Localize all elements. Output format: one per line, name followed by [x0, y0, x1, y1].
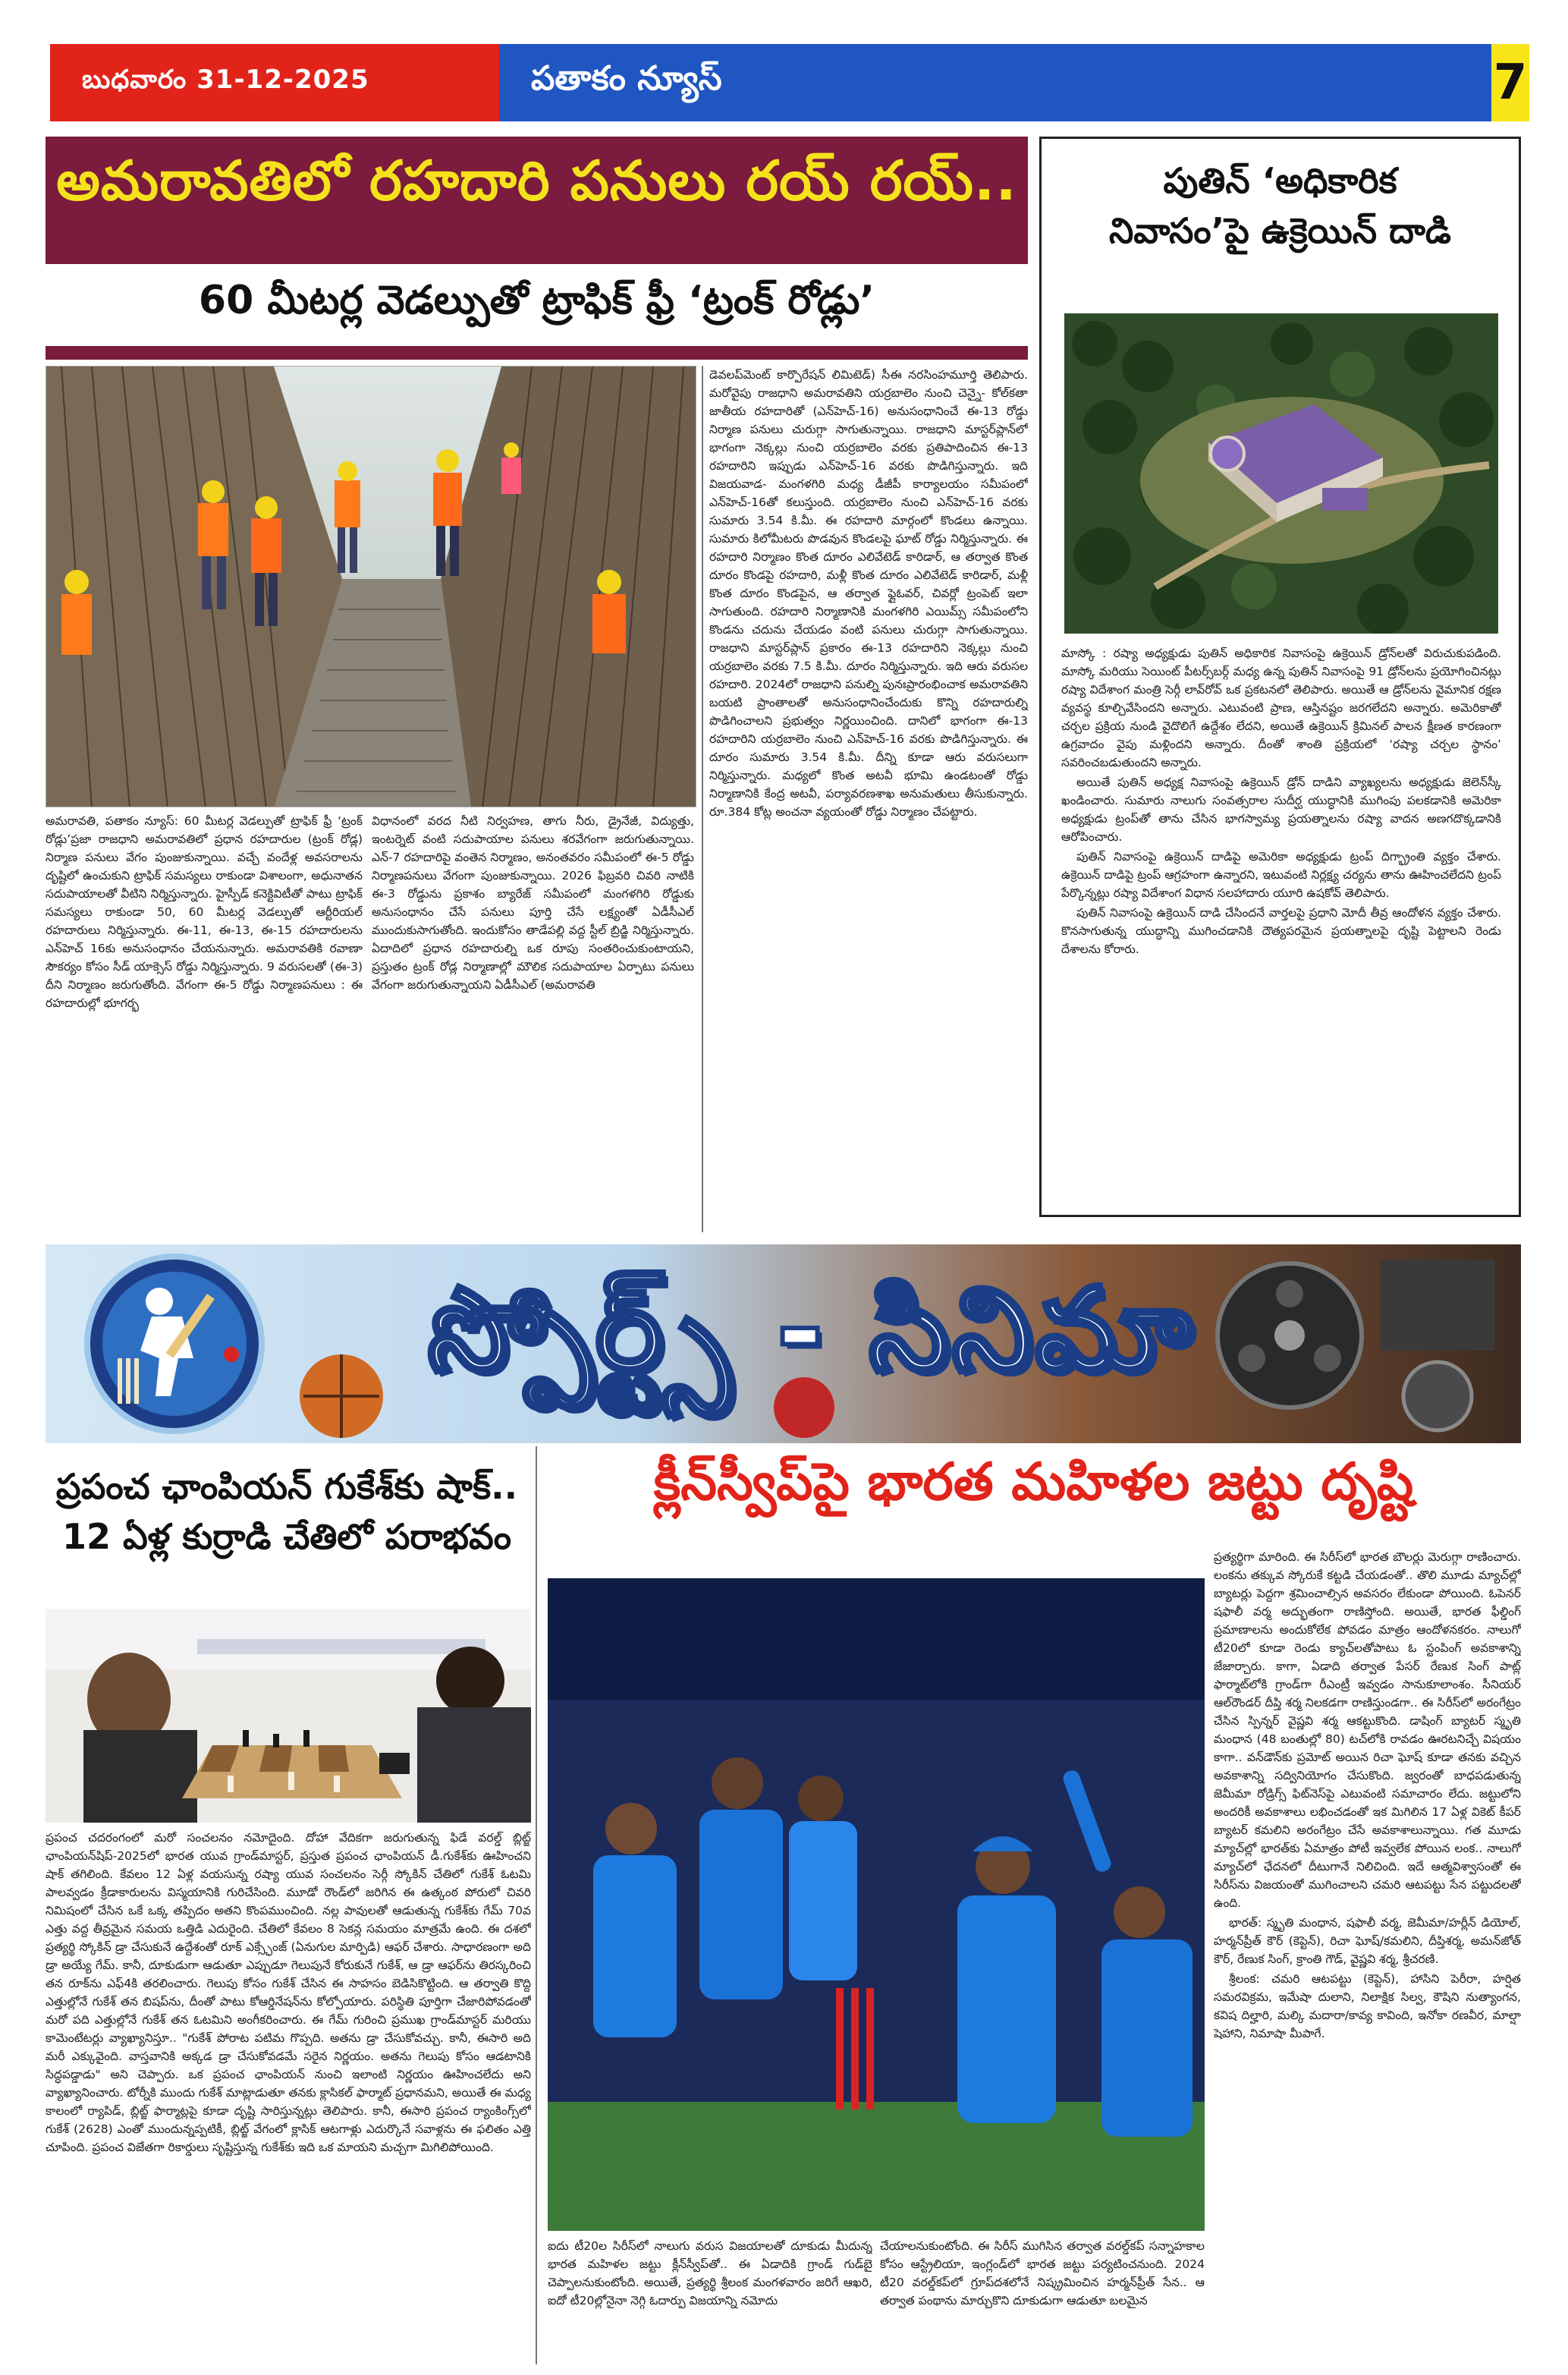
gukesh-headline-line1: ప్రపంచ ఛాంపియన్ గుకేశ్‌కు షాక్.. [55, 1466, 518, 1507]
putin-residence-photo [1064, 313, 1498, 634]
putin-para-4: పుతిన్ నివాసంపై ఉక్రెయిన్ దాడి చేసిందనే వార్తలపై ప్రధాని మోదీ తీవ్ర ఆందోళన వ్యక్తం చేశారు. కొనసాగుతున్న యుద్ధాన్ని ముగించడానికి దౌత్యపరమైన ప్రయత్నాలపై దృష్టి పెట్టాలని రెండు దేశాలను కోరారు. [1061, 906, 1501, 956]
banner-title: స్పోర్ట్స్ - సినిమా [428, 1263, 1196, 1396]
women-cricket-headline: క్లీన్‌స్వీప్‌పై భారత మహిళల జట్టు దృష్టి [653, 1452, 1414, 1512]
gukesh-story-text [46, 1829, 531, 2364]
putin-headline-line2: నివాసం’పై ఉక్రెయిన్ దాడి [1109, 210, 1451, 251]
women-story-right [1214, 1548, 1521, 2364]
chess-match-photo [46, 1609, 531, 1823]
women-text-lower-mid: చేయాలనుకుంటోంది. ఈ సిరీస్ ముగిసిన తర్వాత వరల్డ్‌కప్ సన్నాహకాల కోసం ఆస్ట్రేలియా, ఇంగ్లండ్‌లో భారత జట్టు పర్యటించనుంది. 2024 టీ20 వరల్డ్‌కప్‌లో గ్రూప్‌దశలోనే నిష్క్రమించిన హర్మన్‌ప్రీత్ సేన.. ఆ తర్వాత పంథాను మార్చుకొని దూకుడుగా ఆడుతూ బలమైన [880, 2239, 1205, 2307]
main-story-col3 [709, 366, 1028, 1231]
putin-headline [1042, 156, 1519, 256]
women-text-right: ప్రత్యర్థిగా మారింది. ఈ సిరీస్‌లో భారత బౌలర్లు మెరుగ్గా రాణించారు. లంకను తక్కువ స్కోరుకే కట్టడి చేయడంతో.. తొలి మూడు మ్యాచ్‌ల్లో బ్యాటర్లు పెద్దగా శ్రమించాల్సిన అవసరం లేకుండా పోయింది. ఓపెనర్ షఫాలీ వర్మ అద్భుతంగా రాణిస్తోంది. అయితే, భారత ఫీల్డింగ్ ప్రమాణాలను అందుకోలేక పోవడం మాత్రం ఆందోళనకరం. నాలుగో టీ20లో కూడా రెండు క్యాచ్‌లతోపాటు ఓ స్టంపింగ్ అవకాశాన్ని జేజార్చారు. కాగా, ఏడాది తర్వాత పేసర్ రేణుక సింగ్ పాట్ల్ ఫార్మాట్‌లోకి గ్రాండ్‌గా రీఎంట్రీ ఇవ్వడం సానుకూలాంశం. సీనియర్ ఆల్‌రౌండర్ దీప్తి శర్మ నిలకడగా రాణిస్తుండగా.. ఈ సిరీస్‌లో అరంగేట్రం చేసిన స్పిన్నర్ వైష్ణవి శర్మ ఆకట్టుకొంది. డాషింగ్ బ్యాటర్ స్మృతి మంధాన (48 బంతుల్లో 80) టచ్‌లోకి రావడం ఊరటనిచ్చే విషయం కాగా.. వన్‌డౌన్‌కు ప్రమోట్ అయిన రిచా ఘోష్ కూడా తనకు వచ్చిన అవకాశాన్ని సద్వినియోగం చేసుకొంది. జ్వరంతో బాధపడుతున్న జెమీమా రోడ్రిగ్స్ ఫిట్‌నెస్‌పై ఎటువంటి సమాచారం లేదు. జట్టులోని అందరికీ అవకాశాలు లభించడంతో ఇక మిగిలిన 17 ఏళ్ల వికెట్ కీపర్ బ్యాటర్ కమలిని అరంగేట్రం చేసే అవకాశాలున్నాయి. గత మూడు మ్యాచ్‌ల్లో భారత్‌కు ఏమాత్రం పోటీ ఇవ్వలేక పోయిన లంక.. నాలుగో మ్యాచ్‌లో ఛేదనలో దీటుగానే నిలిచింది. ఇదే ఆత్మవిశ్వాసంతో ఈ సిరీస్‌ను విజయంతో ముగించాలని చమరి ఆటపట్టు సేన పట్టుదలతో ఉంది. [1214, 1550, 1521, 1910]
women-text-lower-left: ఐదు టీ20ల సిరీస్‌లో నాలుగు వరుస విజయాలతో దూకుడు మీదున్న భారత మహిళల జట్టు క్లీన్‌స్వీప్‌తో.. ఈ ఏడాదికి గ్రాండ్ గుడ్‌బై చెప్పాలనుకుంటోంది. అయితే, ప్రత్యర్థి శ్రీలంక మంగళవారం జరిగే ఆఖరి, ఐదో టీ20ల్లోనైనా నెగ్గి ఓదార్పు విజయాన్ని నమోదు [548, 2239, 872, 2307]
putin-story-text [1061, 644, 1501, 1206]
main-headline: అమరావతిలో రహదారి పనులు రయ్ రయ్.. [56, 149, 1017, 212]
putin-para-2: అయితే పుతిన్ అధ్యక్ష నివాసంపై ఉక్రెయిన్ డ్రోన్ దాడిని వ్యాఖ్యలను అధ్యక్షుడు జెలెన్‌స్కీ ఖండించారు. సుమారు నాలుగు సంవత్సరాల సుదీర్ఘ యుద్ధానికి ముగింపు పలకడానికి అమెరికా అధ్యక్షుడు ట్రంప్‌తో తాను చేసిన భాగస్వామ్య ప్రయత్నాలను రష్యా వాదన అణగదొక్కడానికి ఆరోపించారు. [1061, 775, 1501, 844]
main-story-col1 [46, 812, 363, 1231]
main-story-col2 [372, 812, 694, 1231]
main-headline-box [46, 137, 1028, 360]
putin-para-1: మాస్కో : రష్యా అధ్యక్షుడు పుతిన్ అధికారిక నివాసంపై ఉక్రెయిన్ డ్రోన్‌లతో విరుచుకుపడింది. మాస్కో మరియు సెయింట్ పీటర్స్‌బర్గ్ మధ్య ఉన్న పుతిన్ నివాసంపై 91 డ్రోన్‌లను ప్రయోగించినట్లు రష్యా విదేశాంగ మంత్రి సెర్గీ లావ్‌రోవ్ ఒక ప్రకటనలో తెలిపారు. అయితే ఆ డ్రోన్‌లను వైమానిక రక్షణ వ్యవస్థ కూల్చివేసిందని అన్నారు. ఎటువంటి ప్రాణ, ఆస్తినష్టం జరగలేదని అన్నారు. అమెరికాతో చర్చల ప్రక్రియ నుండి వైదొలిగే ఉద్దేశం లేదని, అయితే ఉక్రెయిన్ క్రిమినల్ పాలన క్షీణత కారణంగా ఉగ్రవాదం వైపు మళ్లిందని అన్నారు. దీంతో శాంతి ప్రక్రియలో ‘రష్యా చర్చల స్థానం’ సవరించబడుతుందని అన్నారు. [1061, 646, 1501, 769]
gukesh-body: ప్రపంచ చదరంగంలో మరో సంచలనం నమోదైంది. దోహా వేదికగా జరుగుతున్న ఫిడే వరల్డ్ బ్లిట్జ్ ఛాంపియన్‌షిప్-2025లో భారత యువ గ్రాండ్‌మాస్టర్, ప్రస్తుత ప్రపంచ ఛాంపియన్ డీ.గుకేశ్‌కు ఊహించని షాక్ తగిలింది. కేవలం 12 ఏళ్ల వయసున్న రష్యా యువ సంచలనం సెర్గీ స్కోకిన్ చేతిలో గుకేశ్ ఓటమి పాలవ్వడం క్రీడాకారులను విస్మయానికి గురిచేసింది. మూడో రౌండ్‌లో జరిగిన ఈ ఉత్కంఠ పోరులో చివరి నిమిషంలో చేసిన ఒకే ఒక్క తప్పిదం అతని కొంపముంచింది. నల్ల పావులతో ఆడుతున్న గుకేశ్‌కు గేమ్ 70వ ఎత్తు వద్ద తీవ్రమైన సమయ ఒత్తిడి ఎదురైంది. చేతిలో కేవలం 8 సెకన్ల సమయం మాత్రమే ఉంది. ఈ దశలో ప్రత్యర్థి స్కోకిన్ డ్రా చేసుకునే ఉద్దేశంతో రూక్ ఎక్స్ఛేంజ్ (ఏనుగుల మార్పిడి) ఆఫర్ చేశారు. సాధారణంగా అది డ్రా అయ్యే గేమ్. కానీ, దూకుడుగా ఆడుతూ ఎప్పుడూ గెలుపునే కోరుకునే గుకేశ్, ఆ డ్రా ఆఫర్‌ను తిరస్కరించి తన రూక్‌ను ఎఫ్4కి తరలించారు. గెలుపు కోసం గుకేశ్ చేసిన ఈ సాహసం బెడిసికొట్టింది. ఆ తర్వాతి కొద్ది ఎత్తుల్లోనే గుకేశ్ తన బిషప్‌ను, దీంతో పాటు కోఆర్డినేషన్‌ను కోల్పోయారు. పరిస్థితి పూర్తిగా చేజారిపోవడంతో మరో పది ఎత్తుల్లోనే గుకేశ్ తన ఓటమిని అంగీకరించారు. ఈ గేమ్ గురించి ప్రముఖ గ్రాండ్‌మాస్టర్ మరియు కామెంటేటర్లు వ్యాఖ్యానిస్తూ.. "గుకేశ్ పోరాట పటిమ గొప్పది. అతను డ్రా చేసుకోవచ్చు. కానీ, ఈసారి అది మరీ ఎక్కువైంది. వాస్తవానికి అక్కడ డ్రా చేసుకోవడమే సరైన నిర్ణయం. అతను గెలుపు కోసం ఆడటానికి సిద్ధపడ్డాడు" అని చెప్పారు. ఒక ప్రపంచ ఛాంపియన్ నుంచి ఇలాంటి నిర్ణయం ఊహించలేదు అని వ్యాఖ్యానించారు. టోర్నీకి ముందు గుకేశ్ మాట్లాడుతూ తనకు క్లాసికల్ ఫార్మాట్ ప్రధానమని, అయితే ఈ మధ్య కాలంలో ర్యాపిడ్, బ్లిట్జ్ ఫార్మాట్లపై కూడా దృష్టి సారిస్తున్నట్లు తెలిపారు. కానీ, ఈసారి ప్రపంచ ర్యాంకింగ్స్‌లో గుకేశ్ (2628) ఎంతో ముందున్నప్పటికీ, బ్లిట్జ్ వేగంలో క్లాసిక్ ఆటగాళ్లు ఎదుర్కొనే సవాళ్లను ఈ ఫలితం ఎత్తి చూపింది. ప్రపంచ విజేతగా రికార్డులు సృష్టిస్తున్న గుకేశ్‌కు ఇది ఒక మాయని మచ్చగా మిగిలిపోయింది. [46, 1831, 531, 2154]
column-rule [702, 366, 703, 1232]
putin-story-box [1039, 137, 1521, 1217]
gukesh-headline [44, 1458, 529, 1610]
sports-cinema-banner [46, 1244, 1521, 1443]
women-story-lower-left [548, 2237, 872, 2364]
gukesh-headline-line2: 12 ఏళ్ల కుర్రాడి చేతిలో పరాభవం [61, 1516, 512, 1557]
women-story-lower-mid [880, 2237, 1205, 2364]
column-rule [536, 1446, 537, 2364]
women-teams-india: భారత్: స్మృతి మంధాన, షఫాలీ వర్మ, జెమీమా/హర్లీన్ డియోల్, హర్మన్‌ప్రీత్ కౌర్ (కెప్టెన్), రిచా ఘోష్/కమలిని, దీప్తిశర్మ, అమన్‌జోత్ కౌర్, రేణుక సింగ్, క్రాంతి గౌడ్, వైష్ణవి శర్మ, శ్రీచరణి. [1214, 1916, 1521, 1966]
paper-name: పతాకం న్యూస్ [499, 44, 1491, 121]
road-construction-photo [46, 366, 696, 807]
main-story-text-3: డెవలప్‌మెంట్ కార్పొరేషన్ లిమిటెడ్) సీఈ నరసింహమూర్తి తెలిపారు. మరోవైపు రాజధాని అమరావతిని యర్రబాలెం నుంచి చెన్నై- కోల్‌కతా జాతీయ రహదారితో (ఎన్‌హెచ్-16) అనుసంధానించే ఈ-13 రోడ్డు నిర్మాణ పనులు చురుగ్గా సాగుతున్నాయి. రాజధాని మాస్టర్‌ప్లాన్‌లో భాగంగా నెక్కల్లు నుంచి యర్రబాలెం వరకు ప్రతిపాదించిన ఈ-13 రహదారిని ఇప్పుడు ఎన్‌హెచ్-16 వరకు పొడిగిస్తున్నారు. ఇది విజయవాడ- మంగళగిరి మధ్య డీజీపీ కార్యాలయం సమీపంలో ఎన్‌హెచ్-16తో కలుస్తుంది. యర్రబాలెం నుంచి ఎన్‌హెచ్-16 వరకు సుమారు 3.54 కి.మీ. ఈ రహదారి మార్గంలో కొండలు ఉన్నాయి. సుమారు కిలోమీటరు పొడవున కొండలపై ఘాట్ రోడ్డు నిర్మిస్తున్నారు. ఈ రహదారి నిర్మాణం కొంత దూరం ఎలివేటెడ్ కారిడార్, ఆ తర్వాత కొంత దూరం కొండపై రహదారి, మళ్లీ కొంత దూరం ఎలివేటెడ్ కారిడార్, మళ్లీ కొంత దూరం కొండపైన, ఆ తర్వాత ఫ్లైఓవర్, చివర్లో ట్రంపెట్ ఇలా సాగుతుంది. రహదారి నిర్మాణానికి మంగళగిరి ఎయిమ్స్ సమీపంలోని కొండను చదును చేయడం వంటి పనులు చురుగ్గా సాగుతున్నాయి. రాజధాని మాస్టర్‌ప్లాన్ ప్రకారం ఈ-13 రహదారిని నెక్కల్లు నుంచి యర్రబాలెం వరకు 7.5 కి.మీ. దూరం నిర్మిస్తున్నారు. ఇది ఆరు వరుసల రహదారి. 2024లో రాజధాని పనుల్ని పునఃప్రారంభించాక అమరావతిని బయటి ప్రాంతాలతో అనుసంధానించేందుకు కొన్ని రహదారుల్ని పొడిగించాలని ప్రభుత్వం నిర్ణయించింది. దానిలో భాగంగా ఈ-13 రహదారిని యర్రబాలెం నుంచి ఎన్‌హెచ్-16 వరకు పొడిగిస్తున్నారు. ఈ దూరం సుమారు 3.54 కి.మీ. దీన్ని కూడా ఆరు వరుసలుగా నిర్మిస్తున్నారు. మధ్యలో కొంత అటవీ భూమి ఉండటంతో రోడ్డు నిర్మాణానికి కేంద్ర అటవీ, పర్యావరణశాఖ అనుమతులు తీసుకున్నారు. రూ.384 కోట్ల అంచనా వ్యయంతో రోడ్డు నిర్మాణం చేపట్టారు. [709, 368, 1028, 819]
putin-para-3: పుతిన్ నివాసంపై ఉక్రెయిన్ దాడిపై అమెరికా అధ్యక్షుడు ట్రంప్ దిగ్భ్రాంతి వ్యక్తం చేశారు. ఉక్రెయిన్ దాడిపై ట్రంప్ ఆగ్రహంగా ఉన్నారని, ఇటువంటి నిర్లక్ష్య చర్యను తాను ఊహించలేదని ట్రంప్ పేర్కొన్నట్లు రష్యా విదేశాంగ విధాన సలహాదారు యూరి ఉషకోవ్ తెలిపారు. [1061, 850, 1501, 900]
date-label: బుధవారం 31-12-2025 [50, 44, 499, 121]
india-women-team-photo [548, 1578, 1205, 2231]
main-subheadline-bar [46, 264, 1028, 346]
putin-headline-line1: పుతిన్ ‘అధికారిక [1163, 160, 1397, 201]
main-story-text-1: అమరావతి, పతాకం న్యూస్: 60 మీటర్ల వెడల్పుతో ట్రాఫిక్ ఫ్రీ ‘ట్రంక్ రోడ్లు’ప్రజా రాజధాని అమరావతిలో ప్రధాన రహదారుల (ట్రంక్ రోడ్ల) నిర్మాణ పనులు వేగం పుంజుకున్నాయి. వచ్చే వందేళ్ల అవసరాలను దృష్టిలో ఉంచుకుని ట్రాఫిక్ సమస్యలు రాకుండా విశాలంగా, అధునాతన సదుపాయాలతో వీటిని నిర్మిస్తున్నారు. హైస్పీడ్ కనెక్టివిటీతో పాటు ట్రాఫిక్ సమస్యలు రాకుండా 50, 60 మీటర్ల వెడల్పుతో ఆర్టీరియల్ రహదారులు నిర్మిస్తున్నారు. ఈ-11, ఈ-13, ఈ-15 రహదారులను ఎన్‌హెచ్ 16కు అనుసంధానం చేయనున్నారు. అమరావతికి రవాణా సౌకర్యం కోసం సీడ్ యాక్సెస్ రోడ్డు నిర్మిస్తున్నారు. 9 వరుసలతో (ఈ-3) దీని నిర్మాణం జరుగుతోంది. వేగంగా ఈ-5 రోడ్డు నిర్మాణపనులు : ఈ రహదారుల్లో భూగర్భ [46, 814, 363, 1010]
page-number: 7 [1491, 44, 1529, 121]
women-teams-sl: శ్రీలంక: చమరి ఆటపట్టు (కెప్టెన్), హాసిని పెరీరా, హర్షిత సమరవిక్రమ, ఇమేషా దులాని, నిలాక్షిక సిల్వ, కౌషిని నుత్యాంగన, కవిష దిల్హారి, మల్కి మదారా/కావ్య కావింది, ఇనోకా రణవీర, మాల్షా షెహాని, నిమాషా మీపాగే. [1214, 1972, 1521, 2040]
main-subheadline: 60 మీటర్ల వెడల్పుతో ట్రాఫిక్ ఫ్రీ ‘ట్రంక్ రోడ్లు’ [198, 277, 875, 323]
main-story-text-2: విధానంలో వరద నీటి నిర్వహణ, తాగు నీరు, డ్రైనేజీ, విద్యుత్తు, ఇంటర్నెట్ వంటి సదుపాయాల పనులు శరవేగంగా జరుగుతున్నాయి. ఎన్-7 రహదారిపై వంతెన నిర్మాణం, అనంతవరం సమీపంలో ఈ-5 రోడ్డు నిర్మాణపనులు వేగంగా పుంజుకున్నాయి. 2026 ఫిబ్రవరి చివరి నాటికి ఈ-3 రోడ్డును ప్రకాశం బ్యారేజ్ సమీపంలో మంగళగిరి రోడ్డుకు అనుసంధానం చేసే పనులు పూర్తి చేసే లక్ష్యంతో ఏడీసీఎల్ ముందుకుసాగుతోంది. ఇందుకోసం తాడేపల్లి వద్ద స్టీల్ బ్రిడ్జి నిర్మిస్తున్నారు. ఏదాదిలో ప్రధాన రహదారుల్ని ఒక రూపు సంతరించుకుంటాయని, ప్రస్తుతం ట్రంక్ రోడ్ల నిర్మాణాల్లో మౌలిక సదుపాయాల ఏర్పాటు పనులు వేగంగా జరుగుతున్నాయని ఏడీసీఎల్ (అమరావతి [372, 814, 694, 992]
